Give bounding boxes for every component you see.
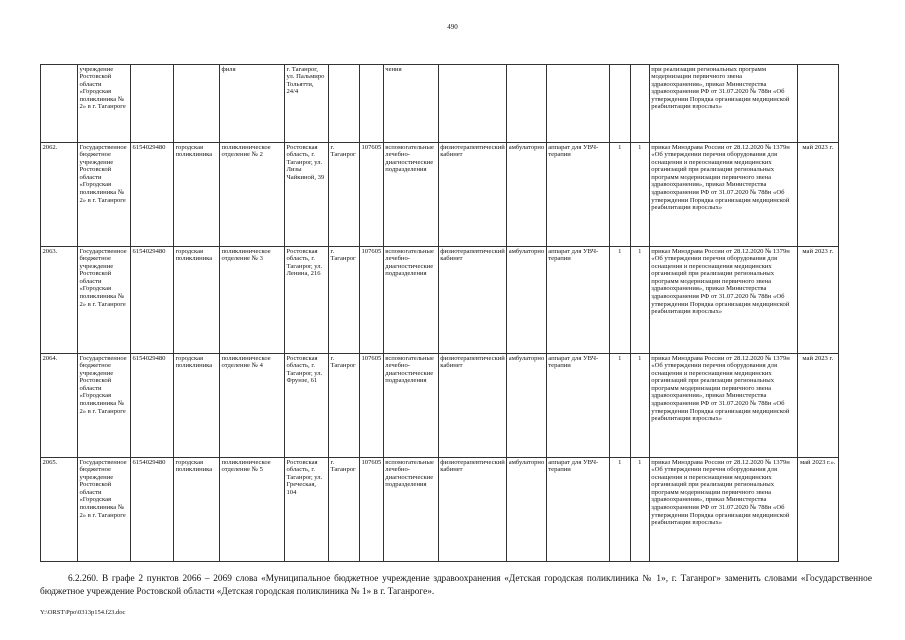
- file-path-footer: Y:\ORST\Ppo\0313p154.f23.doc: [40, 609, 126, 616]
- cell-qty2: 1: [630, 143, 649, 247]
- cell-qty2: [630, 65, 649, 143]
- cell-care-form: амбулаторно: [507, 143, 546, 247]
- cell-index: 107605: [360, 143, 384, 247]
- cell-room: физиотерапевтический кабинет: [438, 354, 507, 458]
- cell-subdivision: филя: [220, 65, 285, 143]
- equipment-registry-table: [40, 64, 839, 562]
- cell-city: г. Таганрог: [329, 143, 360, 247]
- cell-room: физиотерапевтический кабинет: [438, 143, 507, 247]
- cell-address: Ростовская область, г. Таганрог, ул. Лизы Чайкиной, 39: [285, 143, 329, 247]
- cell-org: Государственное бюджетное учреждение Ростовской области «Городская поликлиника № 2» в г. Таганроге: [78, 247, 131, 354]
- cell-unit-type: городская поликлиника: [174, 247, 220, 354]
- cell-city: г. Таганрог: [329, 247, 360, 354]
- cell-care-form: амбулаторно: [507, 247, 546, 354]
- cell-equipment: аппарат для УВЧ-терапии: [546, 458, 609, 562]
- amendment-paragraph: 6.2.260. В графе 2 пунктов 2066 – 2069 слова «Муниципальное бюджетное учреждение здравоохранения «Детская городская поликлиника № 1», г. Таганрог» заменить словами «Государственное бюджетное учреждение Ростовской области «Детская городская поликлиника № 1» в г. Таганроге».: [40, 574, 872, 597]
- cell-date: май 2023 г.: [797, 247, 838, 354]
- cell-city: [329, 65, 360, 143]
- cell-address: г. Таганрог, ул. Пальмиро Тольятти, 24/4: [285, 65, 329, 143]
- cell-equipment: аппарат для УВЧ-терапии: [546, 143, 609, 247]
- cell-date: [797, 65, 838, 143]
- cell-care-form: амбулаторно: [507, 458, 546, 562]
- cell-unit-type: городская поликлиника: [174, 143, 220, 247]
- cell-city: г. Таганрог: [329, 354, 360, 458]
- cell-unit-kind: вспомогательные лечебно-диагностические подразделения: [383, 458, 438, 562]
- table-row: [41, 354, 839, 458]
- cell-address: Ростовская область, г. Таганрог, ул. Ленина, 216: [285, 247, 329, 354]
- cell-num: 2062.: [41, 143, 78, 247]
- cell-org: Государственное бюджетное учреждение Ростовской области «Городская поликлиника № 2» в г. Таганроге: [78, 354, 131, 458]
- cell-care-form: [507, 65, 546, 143]
- cell-num: 2063.: [41, 247, 78, 354]
- cell-index: 107605: [360, 458, 384, 562]
- cell-unit-kind: вспомогательные лечебно-диагностические подразделения: [383, 354, 438, 458]
- cell-qty1: [609, 65, 630, 143]
- cell-qty1: 1: [609, 247, 630, 354]
- cell-org: Государственное бюджетное учреждение Ростовской области «Городская поликлиника № 2» в г. Таганроге: [78, 458, 131, 562]
- cell-room: физиотерапевтический кабинет: [438, 458, 507, 562]
- cell-address: Ростовская область, г. Таганрог, ул. Греческая, 104: [285, 458, 329, 562]
- cell-code: 6154029480: [131, 458, 174, 562]
- cell-num: 2064.: [41, 354, 78, 458]
- cell-basis: при реализации региональных программ модернизации первичного звена здравоохранения», приказ Министерства здравоохранения РФ от 31.07.2020 № 788н «Об утверждении Порядка организации медицинской реабилитации взрослых»: [649, 65, 797, 143]
- cell-date: май 2023 г.».: [797, 458, 838, 562]
- cell-basis: приказ Минздрава России от 28.12.2020 № 1379н «Об утверждении перечня оборудования для оснащения и переоснащения медицинских организаций при реализации региональных программ модернизации первичного звена здравоохранения», приказ Министерства здравоохранения РФ от 31.07.2020 № 788н «Об утверждении Порядка организации медицинской реабилитации взрослых»: [649, 354, 797, 458]
- cell-qty2: 1: [630, 354, 649, 458]
- cell-city: г. Таганрог: [329, 458, 360, 562]
- cell-subdivision: поликлиническое отделение № 3: [220, 247, 285, 354]
- cell-qty2: 1: [630, 458, 649, 562]
- cell-index: [360, 65, 384, 143]
- cell-room: физиотерапевтический кабинет: [438, 247, 507, 354]
- table-row: [41, 247, 839, 354]
- cell-code: [131, 65, 174, 143]
- cell-date: май 2023 г.: [797, 354, 838, 458]
- table-row: [41, 143, 839, 247]
- cell-unit-kind: чения: [383, 65, 438, 143]
- cell-org: Государственное бюджетное учреждение Ростовской области «Городская поликлиника № 2» в г. Таганроге: [78, 143, 131, 247]
- cell-equipment: аппарат для УВЧ-терапии: [546, 354, 609, 458]
- cell-basis: приказ Минздрава России от 28.12.2020 № 1379н «Об утверждении перечня оборудования для оснащения и переоснащения медицинских организаций при реализации региональных программ модернизации первичного звена здравоохранения», приказ Министерства здравоохранения РФ от 31.07.2020 № 788н «Об утверждении Порядка организации медицинской реабилитации взрослых»: [649, 458, 797, 562]
- cell-num: [41, 65, 78, 143]
- cell-unit-kind: вспомогательные лечебно-диагностические подразделения: [383, 143, 438, 247]
- page-number: 490: [447, 23, 458, 31]
- cell-basis: приказ Минздрава России от 28.12.2020 № 1379н «Об утверждении перечня оборудования для оснащения и переоснащения медицинских организаций при реализации региональных программ модернизации первичного звена здравоохранения», приказ Министерства здравоохранения РФ от 31.07.2020 № 788н «Об утверждении Порядка организации медицинской реабилитации взрослых»: [649, 143, 797, 247]
- cell-index: 107605: [360, 247, 384, 354]
- cell-qty1: 1: [609, 354, 630, 458]
- table-row: [41, 458, 839, 562]
- cell-unit-type: [174, 65, 220, 143]
- cell-code: 6154029480: [131, 247, 174, 354]
- cell-equipment: аппарат для УВЧ-терапии: [546, 247, 609, 354]
- cell-room: [438, 65, 507, 143]
- cell-subdivision: поликлиническое отделение № 4: [220, 354, 285, 458]
- cell-address: Ростовская область, г. Таганрог, ул. Фрунзе, 61: [285, 354, 329, 458]
- cell-care-form: амбулаторно: [507, 354, 546, 458]
- cell-code: 6154029480: [131, 143, 174, 247]
- cell-org: учреждение Ростовской области «Городская поликлиника № 2» в г. Таганроге: [78, 65, 131, 143]
- cell-qty1: 1: [609, 458, 630, 562]
- cell-subdivision: поликлиническое отделение № 5: [220, 458, 285, 562]
- cell-qty2: 1: [630, 247, 649, 354]
- cell-num: 2065.: [41, 458, 78, 562]
- cell-subdivision: поликлиническое отделение № 2: [220, 143, 285, 247]
- cell-unit-type: городская поликлиника: [174, 354, 220, 458]
- cell-unit-type: городская поликлиника: [174, 458, 220, 562]
- cell-qty1: 1: [609, 143, 630, 247]
- cell-unit-kind: вспомогательные лечебно-диагностические подразделения: [383, 247, 438, 354]
- cell-equipment: [546, 65, 609, 143]
- cell-code: 6154029480: [131, 354, 174, 458]
- cell-index: 107605: [360, 354, 384, 458]
- table-row: [41, 65, 839, 143]
- cell-basis: приказ Минздрава России от 28.12.2020 № 1379н «Об утверждении перечня оборудования для оснащения и переоснащения медицинских организаций при реализации региональных программ модернизации первичного звена здравоохранения», приказ Министерства здравоохранения РФ от 31.07.2020 № 788н «Об утверждении Порядка организации медицинской реабилитации взрослых»: [649, 247, 797, 354]
- cell-date: май 2023 г.: [797, 143, 838, 247]
